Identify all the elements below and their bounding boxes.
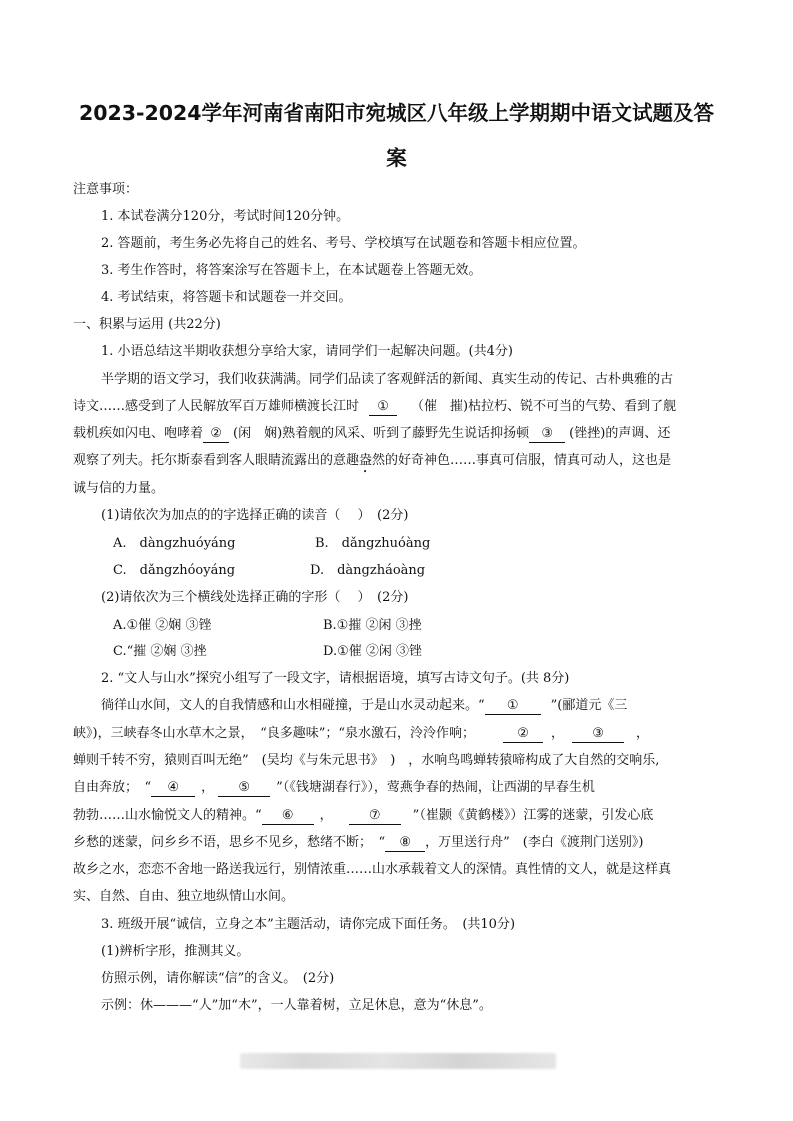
- notice-item-2: 2. 答题前，考生务必先将自己的姓名、考号、学校填写在试题卷和答题卡相应位置。: [101, 236, 586, 251]
- q2-text: 自由奔放； “: [73, 780, 152, 795]
- q1-sub1-stem: (1)请依次为加点的的字选择正确的读音（ ） (2分): [101, 508, 409, 523]
- blank-2[interactable]: ②: [203, 426, 229, 443]
- q2-text: ，: [201, 780, 215, 795]
- exam-title: 2023-2024学年河南省南阳市宛城区八年级上学期期中语文试题及答: [78, 101, 715, 125]
- q2-passage-line: 实、自然、自由、独立地纵情山水间。: [73, 889, 295, 904]
- blank-1[interactable]: ①: [369, 399, 397, 416]
- notice-heading: 注意事项：: [73, 182, 139, 197]
- q2-text: 徜徉山水间，文人的自我情感和山水相碰撞，于是山水灵动起来。“: [101, 698, 485, 713]
- option-d[interactable]: D. dàngzháoàng: [310, 563, 426, 578]
- q2-text: ”（《钱塘湖春行》），莺燕争春的热闹，让西湖的早春生机: [276, 780, 595, 795]
- q2-passage-line: [73, 834, 643, 852]
- q1-passage-line: [73, 425, 670, 443]
- q1-passage-line: 诚与信的力量。: [73, 481, 165, 496]
- blank-3[interactable]: ③: [529, 426, 565, 443]
- q2-text: ，: [636, 726, 650, 741]
- blank-8[interactable]: ⑧: [385, 835, 425, 852]
- option-c[interactable]: C.“摧 ②娴 ③挫: [113, 644, 207, 659]
- q2-text: 乡愁的迷蒙，问乡乡不语，思乡不见乡，愁绪不断； “: [73, 835, 386, 850]
- question-2-stem: 2. “文人与山水”探究小组写了一段文字，请根据语境，填写古诗文句子。(共 8分): [101, 671, 570, 686]
- question-1-stem: 1. 小语总结这半期收获想分享给大家，请同学们一起解决问题。(共4分): [101, 344, 513, 359]
- q2-text: ，: [551, 726, 565, 741]
- option-b[interactable]: B.①摧 ②闲 ③挫: [323, 618, 422, 633]
- option-a[interactable]: A.①催 ②娴 ③锉: [113, 618, 212, 633]
- blank-3[interactable]: ③: [572, 726, 624, 743]
- q1-text: 载机疾如闪电、咆哮着: [73, 426, 204, 441]
- q1-text: 诗文……感受到了人民解放军百万雄师横渡长江时: [73, 399, 360, 414]
- q2-passage-line: 故乡之水，恋恋不舍地一路送我远行，别情浓重……山水承载着文人的深情。真性情的文人，就是这样真: [73, 862, 672, 877]
- question-3-stem: 3. 班级开展“诚信，立身之本”主题活动，请你完成下面任务。 (共10分): [101, 917, 516, 932]
- q2-text: ，: [319, 808, 333, 823]
- option-a[interactable]: A. dàngzhuóyáng: [113, 536, 236, 551]
- q1-passage-line: 半学期的语文学习，我们收获满满。同学们品读了客观鲜活的新闻、真实生动的传记、古朴典雅的古: [101, 372, 674, 387]
- q1-text: (闲 娴)熟着舰的风采、听到了藤野先生说话抑扬顿: [233, 426, 530, 441]
- blurred-footer-watermark: [240, 1053, 556, 1069]
- q1-text: (锉挫)的声调、还: [569, 426, 671, 441]
- q2-passage-line: [73, 779, 595, 797]
- q1-passage-line: [73, 452, 671, 476]
- exam-title-continued: 案: [386, 146, 407, 170]
- section-heading: 一、积累与运用 (共22分): [73, 317, 221, 332]
- blank-6[interactable]: ⑥: [262, 808, 314, 825]
- option-c[interactable]: C. dǎngzhóoyáng: [113, 563, 236, 578]
- q2-passage-line: 蝉则千转不穷，猿则百叫无绝” (吴均《与朱元思书》 ) ，水响鸟鸣蝉转猿啼构成了大自然的交响乐,: [73, 753, 660, 768]
- dotted-character: 盎: [359, 453, 373, 468]
- q2-text: 勃勃……山水愉悦文人的精神。“: [73, 808, 262, 823]
- q2-text: ，万里送行舟” (李白《渡荆门送别》): [425, 835, 644, 850]
- blank-5[interactable]: ⑤: [218, 780, 270, 797]
- q1-text: （催 摧)枯拉朽、锐不可当的气势、看到了舰: [411, 399, 677, 414]
- q1-text: 观察了列夫。托尔斯泰看到客人眼睛流露出的意趣: [73, 453, 360, 468]
- q3-task: 仿照示例，请你解读“信”的含义。 (2分): [101, 971, 335, 986]
- q2-text: ”(郦道元《三: [550, 698, 628, 713]
- q3-example: 示例：休———“人”加“木”，一人靠着树，立足休息，意为“休息”。: [101, 998, 492, 1013]
- q2-passage-line: [101, 697, 627, 715]
- notice-item-1: 1. 本试卷满分120分，考试时间120分钟。: [101, 209, 350, 224]
- blank-1[interactable]: ①: [485, 698, 541, 715]
- q2-passage-line: [73, 725, 649, 743]
- q2-text: 峡》)，三峡春冬山水草木之景， “良多趣味”；“泉水激石，泠泠作响；: [73, 726, 476, 741]
- q1-text: 然的好奇神色……事真可信服，情真可动人，这也是: [372, 453, 672, 468]
- blank-7[interactable]: ⑦: [349, 808, 401, 825]
- notice-item-4: 4. 考试结束，将答题卡和试题卷一并交回。: [101, 290, 352, 305]
- q2-text: ”（崔颢《黄鹤楼》）江雾的迷蒙，引发心底: [412, 808, 654, 823]
- option-b[interactable]: B. dǎngzhuóàng: [315, 536, 431, 551]
- q1-passage-line: [73, 398, 676, 416]
- q1-sub2-stem: (2)请依次为三个横线处选择正确的字形（ ） (2分): [101, 590, 409, 605]
- blank-4[interactable]: ④: [151, 780, 195, 797]
- option-d[interactable]: D.①催 ②闲 ③锉: [323, 644, 423, 659]
- blank-2[interactable]: ②: [503, 726, 543, 743]
- q3-sub1-stem: (1)辨析字形，推测其义。: [101, 944, 250, 959]
- q2-passage-line: [73, 807, 653, 825]
- notice-item-3: 3. 考生作答时，将答案涂写在答题卡上，在本试题卷上答题无效。: [101, 263, 482, 278]
